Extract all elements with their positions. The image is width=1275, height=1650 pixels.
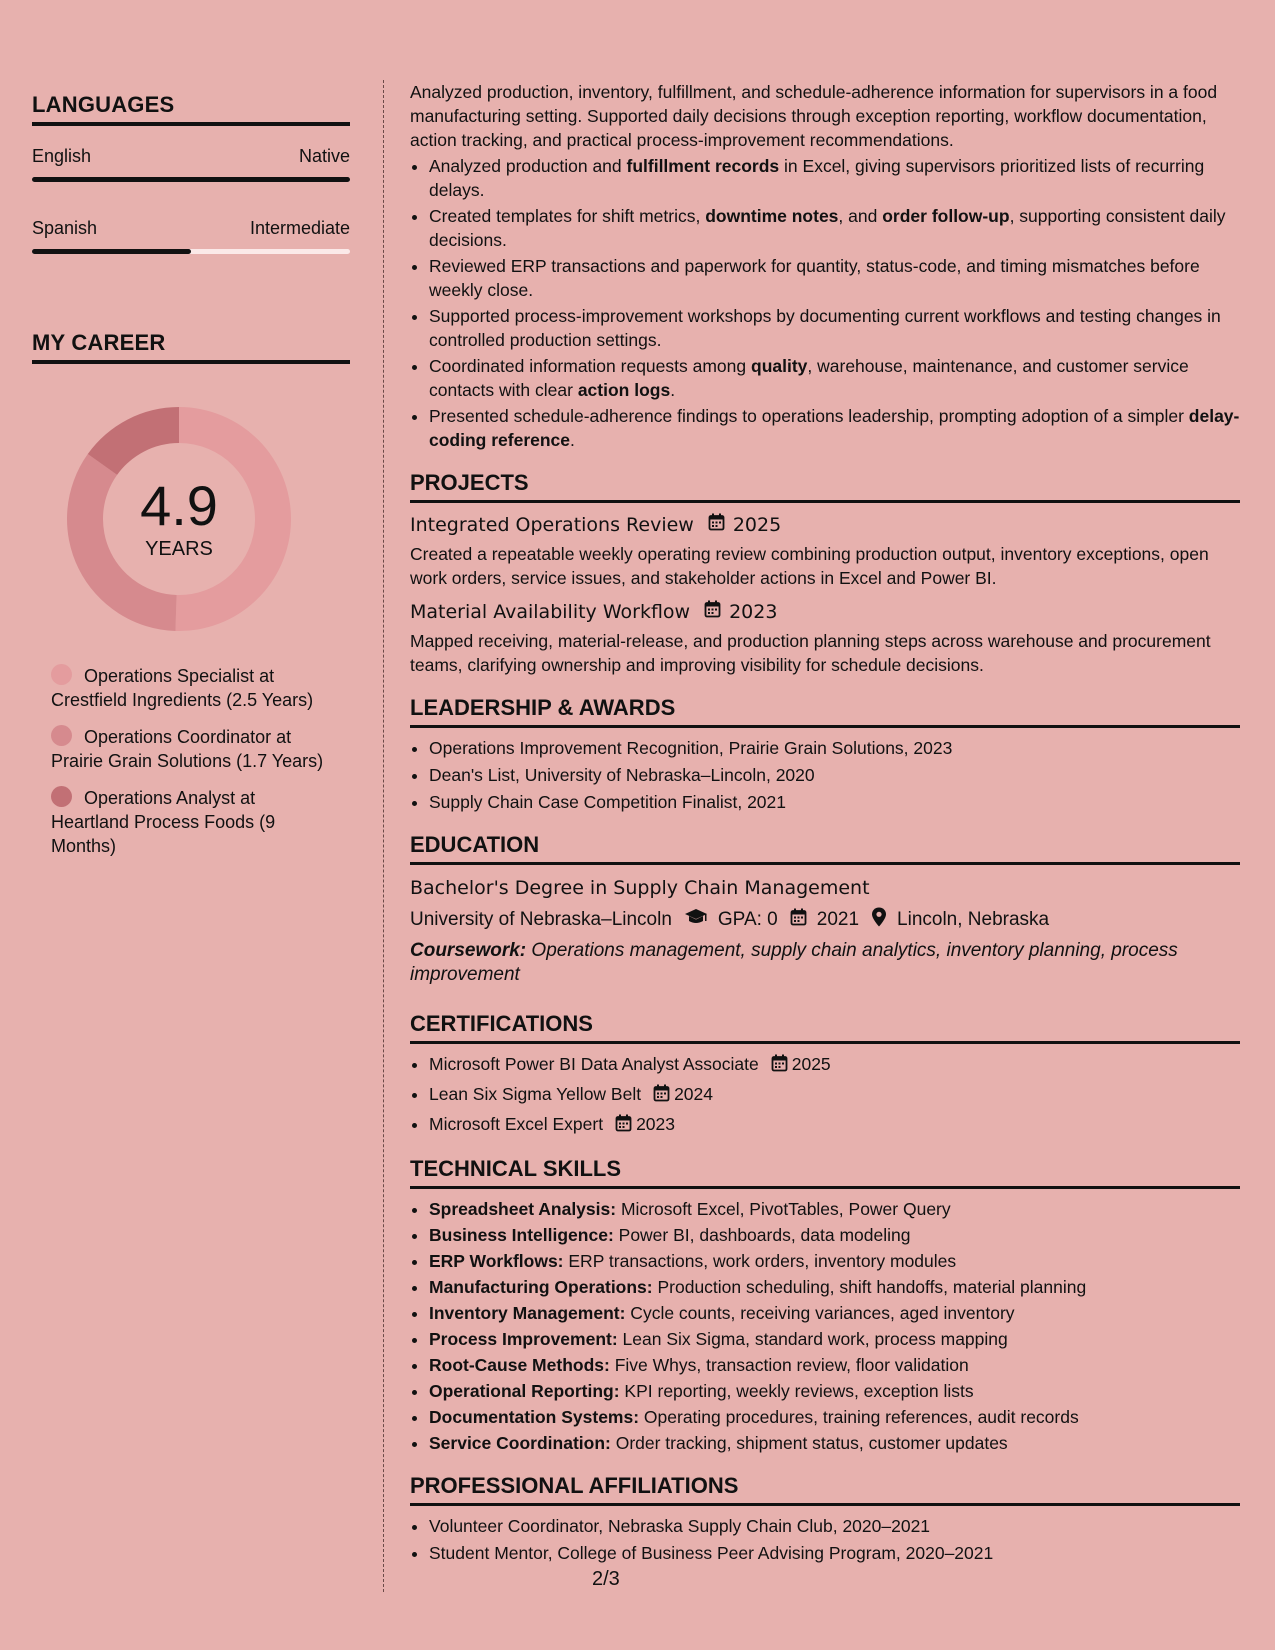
certification-year: 2025 [791, 1054, 831, 1074]
degree-title: Bachelor's Degree in Supply Chain Management [410, 877, 870, 899]
career-total-years: 4.9 [140, 473, 218, 537]
certifications-heading: CERTIFICATIONS [410, 1011, 1240, 1044]
certification-item [429, 1082, 1240, 1108]
page-number: 2/3 [592, 1568, 620, 1590]
skill-item: • Business Intelligence: Power BI, dashboards, data modeling [429, 1223, 1240, 1247]
language-name: Spanish [32, 218, 98, 238]
career-legend-item [51, 725, 336, 773]
skill-item: • Operational Reporting: KPI reporting, weekly reviews, exception lists [429, 1379, 1240, 1403]
projects-heading: PROJECTS [410, 470, 1240, 503]
language-level: Intermediate [249, 218, 350, 238]
experience-bullet: • Created templates for shift metrics, downtime notes, and order follow-up, supporting consistent daily decisions. [429, 204, 1240, 252]
certification-year: 2023 [636, 1114, 676, 1134]
calendar-icon [615, 1114, 632, 1138]
skill-item: • Service Coordination: Order tracking, shipment status, customer updates [429, 1431, 1240, 1455]
school-name: University of Nebraska–Lincoln [410, 909, 672, 930]
experience-bullet: • Presented schedule-adherence findings to operations leadership, prompting adoption of a simpler delay-coding reference. [429, 404, 1240, 452]
map-pin-icon [871, 907, 887, 933]
skill-item: • Manufacturing Operations: Production scheduling, shift handoffs, material planning [429, 1275, 1240, 1299]
calendar-icon [790, 908, 807, 932]
career-total-unit: YEARS [145, 537, 213, 560]
graduation-year: 2021 [816, 909, 860, 930]
certification-item [429, 1112, 1240, 1138]
skill-item: • Documentation Systems: Operating procedures, training references, audit records [429, 1405, 1240, 1429]
skills-heading: TECHNICAL SKILLS [410, 1156, 1240, 1189]
calendar-icon [708, 513, 725, 536]
right-column [410, 80, 1240, 1568]
coursework [410, 939, 1240, 987]
skills-section [410, 1156, 1240, 1455]
affiliations-section [410, 1473, 1240, 1565]
experience-bullet: • Reviewed ERP transactions and paperwork for quantity, status-code, and timing mismatches before weekly close. [429, 254, 1240, 302]
experience-bullets [410, 154, 1240, 452]
language-name: English [32, 146, 92, 166]
calendar-icon [771, 1054, 788, 1078]
language-level: Native [298, 146, 350, 166]
skill-item: • Root-Cause Methods: Five Whys, transaction review, floor validation [429, 1353, 1240, 1377]
career-legend-item [51, 786, 336, 858]
affiliations-heading: PROFESSIONAL AFFILIATIONS [410, 1473, 1240, 1506]
skill-item: • Spreadsheet Analysis: Microsoft Excel, PivotTables, Power Query [429, 1197, 1240, 1221]
experience-bullet: • Coordinated information requests among quality, warehouse, maintenance, and customer service contacts with clear action logs. [429, 354, 1240, 402]
experience-summary: Analyzed production, inventory, fulfillment, and schedule-adherence information for supervisors in a food manufacturing setting. Supported daily decisions through exception reporting, workflow documentation, action tracking, and practical process-improvement recommendations. [410, 82, 1218, 150]
calendar-icon [704, 600, 721, 623]
legend-dot [51, 725, 72, 746]
graduation-cap-icon [684, 908, 708, 932]
projects-section [410, 470, 1240, 677]
skill-item: • ERP Workflows: ERP transactions, work orders, inventory modules [429, 1249, 1240, 1273]
legend-label: Operations Specialist at Crestfield Ingredients (2.5 Years) [51, 666, 314, 710]
certification-item [429, 1052, 1240, 1078]
affiliation-item: • Student Mentor, College of Business Peer Advising Program, 2020–2021 [429, 1541, 1240, 1565]
languages-heading: LANGUAGES [32, 92, 350, 126]
education-heading: EDUCATION [410, 832, 1240, 865]
column-divider [383, 80, 384, 1592]
awards-heading: LEADERSHIP & AWARDS [410, 695, 1240, 728]
awards-section [410, 695, 1240, 814]
legend-dot [51, 664, 72, 685]
language-item [32, 218, 350, 254]
award-item: • Operations Improvement Recognition, Prairie Grain Solutions, 2023 [429, 736, 1240, 760]
school-location: Lincoln, Nebraska [897, 909, 1050, 930]
education-section [410, 832, 1240, 987]
award-item: • Supply Chain Case Competition Finalist, 2021 [429, 790, 1240, 814]
project-description: Mapped receiving, material-release, and production planning steps across warehouse and procurement teams, clarifying ownership and improving visibility for schedule decisions. [410, 631, 1211, 675]
language-proficiency-fill [32, 177, 350, 182]
left-column [32, 92, 350, 871]
experience-bullet: • Analyzed production and fulfillment records in Excel, giving supervisors prioritized lists of recurring delays. [429, 154, 1240, 202]
certification-name: Microsoft Excel Expert [429, 1114, 604, 1134]
calendar-icon [653, 1084, 670, 1108]
skills-list [410, 1197, 1240, 1455]
career-donut-chart [64, 404, 294, 634]
legend-label: Operations Analyst at Heartland Process Foods (9 Months) [51, 788, 276, 856]
affiliation-item: • Volunteer Coordinator, Nebraska Supply Chain Club, 2020–2021 [429, 1514, 1240, 1538]
project-title: Integrated Operations Review [410, 513, 694, 536]
certification-name: Lean Six Sigma Yellow Belt [429, 1084, 642, 1104]
language-proficiency-bar [32, 249, 350, 254]
career-legend [51, 664, 336, 858]
project-item [410, 513, 1240, 590]
project-year: 2023 [729, 600, 778, 623]
project-title: Material Availability Workflow [410, 600, 691, 623]
gpa: GPA: 0 [717, 909, 778, 930]
award-item: • Dean's List, University of Nebraska–Lincoln, 2020 [429, 763, 1240, 787]
language-proficiency-bar [32, 177, 350, 182]
project-year: 2025 [732, 513, 782, 536]
coursework-text: Operations management, supply chain analytics, inventory planning, process improvement [410, 940, 1178, 985]
certification-year: 2024 [674, 1084, 714, 1104]
legend-label: Operations Coordinator at Prairie Grain Solutions (1.7 Years) [51, 727, 324, 771]
experience-bullet: • Supported process-improvement workshops by documenting current workflows and testing changes in controlled production settings. [429, 304, 1240, 352]
skill-item: • Process Improvement: Lean Six Sigma, standard work, process mapping [429, 1327, 1240, 1351]
project-description: Created a repeatable weekly operating review combining production output, inventory exceptions, open work orders, service issues, and stakeholder actions in Excel and Power BI. [410, 544, 1209, 588]
project-item [410, 600, 1240, 677]
language-item [32, 146, 350, 182]
language-proficiency-fill [32, 249, 191, 254]
coursework-label: Coursework: [410, 940, 527, 961]
skill-item: • Inventory Management: Cycle counts, receiving variances, aged inventory [429, 1301, 1240, 1325]
legend-dot [51, 786, 72, 807]
certification-name: Microsoft Power BI Data Analyst Associate [429, 1054, 759, 1074]
career-heading: MY CAREER [32, 330, 350, 364]
education-meta [410, 907, 1240, 933]
certifications-section [410, 1011, 1240, 1138]
career-legend-item [51, 664, 336, 712]
